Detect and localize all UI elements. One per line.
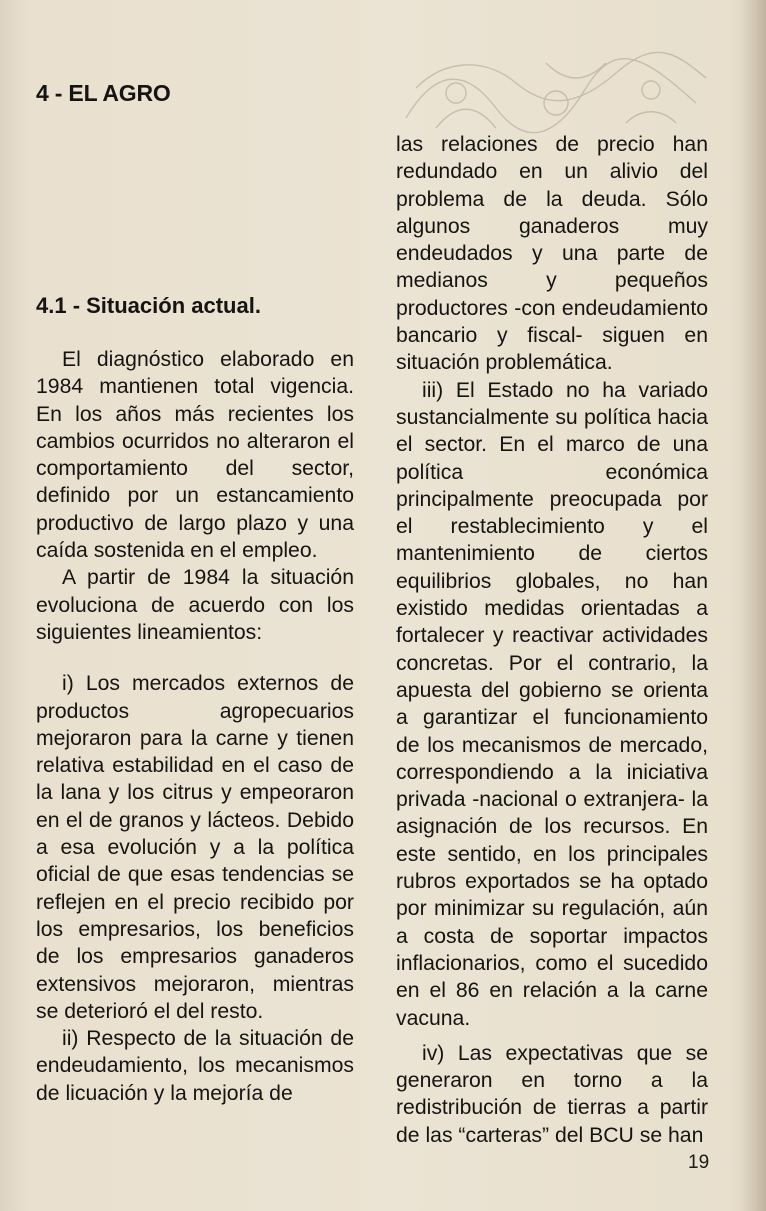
page-edge-shadow (740, 0, 766, 1211)
left-column (36, 78, 354, 1107)
page-number: 19 (688, 1152, 710, 1173)
right-column (396, 131, 708, 1149)
paragraph-relaciones-precio: las relaciones de precio han redundado en un alivio del problema de la deuda. Sólo algunos ganaderos muy endeudados y una parte de medianos y pequeños productores -con endeudamiento bancario y fiscal- siguen en situación problemática. (396, 133, 708, 375)
paragraph-expectativas: iv) Las expectativas que se generaron en torno a la redistribución de tierras a partir de las “carteras” del BCU se han (396, 1041, 708, 1147)
paragraph-estado: iii) El Estado no ha variado sustancialmente su política hacia el sector. En el marco de una política económica principalmente preocupada por el restablecimiento y el mantenimiento de ciertos equilibrios globales, no han existido medidas orientadas a fortalecer y reactivar actividades concretas. Por el contrario, la apuesta del gobierno se orienta a garantizar el funcionamiento de los mecanismos de mercado, correspondiendo a la iniciativa privada -nacional o extranjera- la asignación de los recursos. En este sentido, en los principales rubros exportados se ha optado por minimizar su regulación, aún a costa de soportar impactos inflacionarios, como el sucedido en el 86 en relación a la carne vacuna. (396, 378, 708, 1030)
paragraph-diagnostico: El diagnóstico elaborado en 1984 mantienen total vigencia. En los años más recientes los cambios ocurridos no alteraron el comportamiento del sector, definido por un estancamiento productivo de largo plazo y una caída sostenida en el empleo. (36, 348, 354, 563)
decorative-ornament (396, 48, 714, 134)
section-title: 4 - EL AGRO (36, 80, 171, 106)
paragraph-mercados-externos: i) Los mercados externos de productos agropecuarios mejoraron para la carne y tienen relativa estabilidad en el caso de la lana y los citrus y empeoraron en el de granos y lácteos. Debido a esa evolución y a la política oficial de que esas tendencias se reflejen en el precio recibido por los empresarios, los beneficios de los empresarios ganaderos extensivos mejoraron, mientras se deterioró el del resto. (36, 672, 354, 1023)
paragraph-lineamientos: A partir de 1984 la situación evoluciona de acuerdo con los siguientes lineamientos: (36, 566, 354, 644)
subsection-title: 4.1 - Situación actual. (36, 293, 261, 318)
paragraph-endeudamiento: ii) Respecto de la situación de endeudamiento, los mecanismos de licuación y la mejoría de (36, 1027, 354, 1105)
